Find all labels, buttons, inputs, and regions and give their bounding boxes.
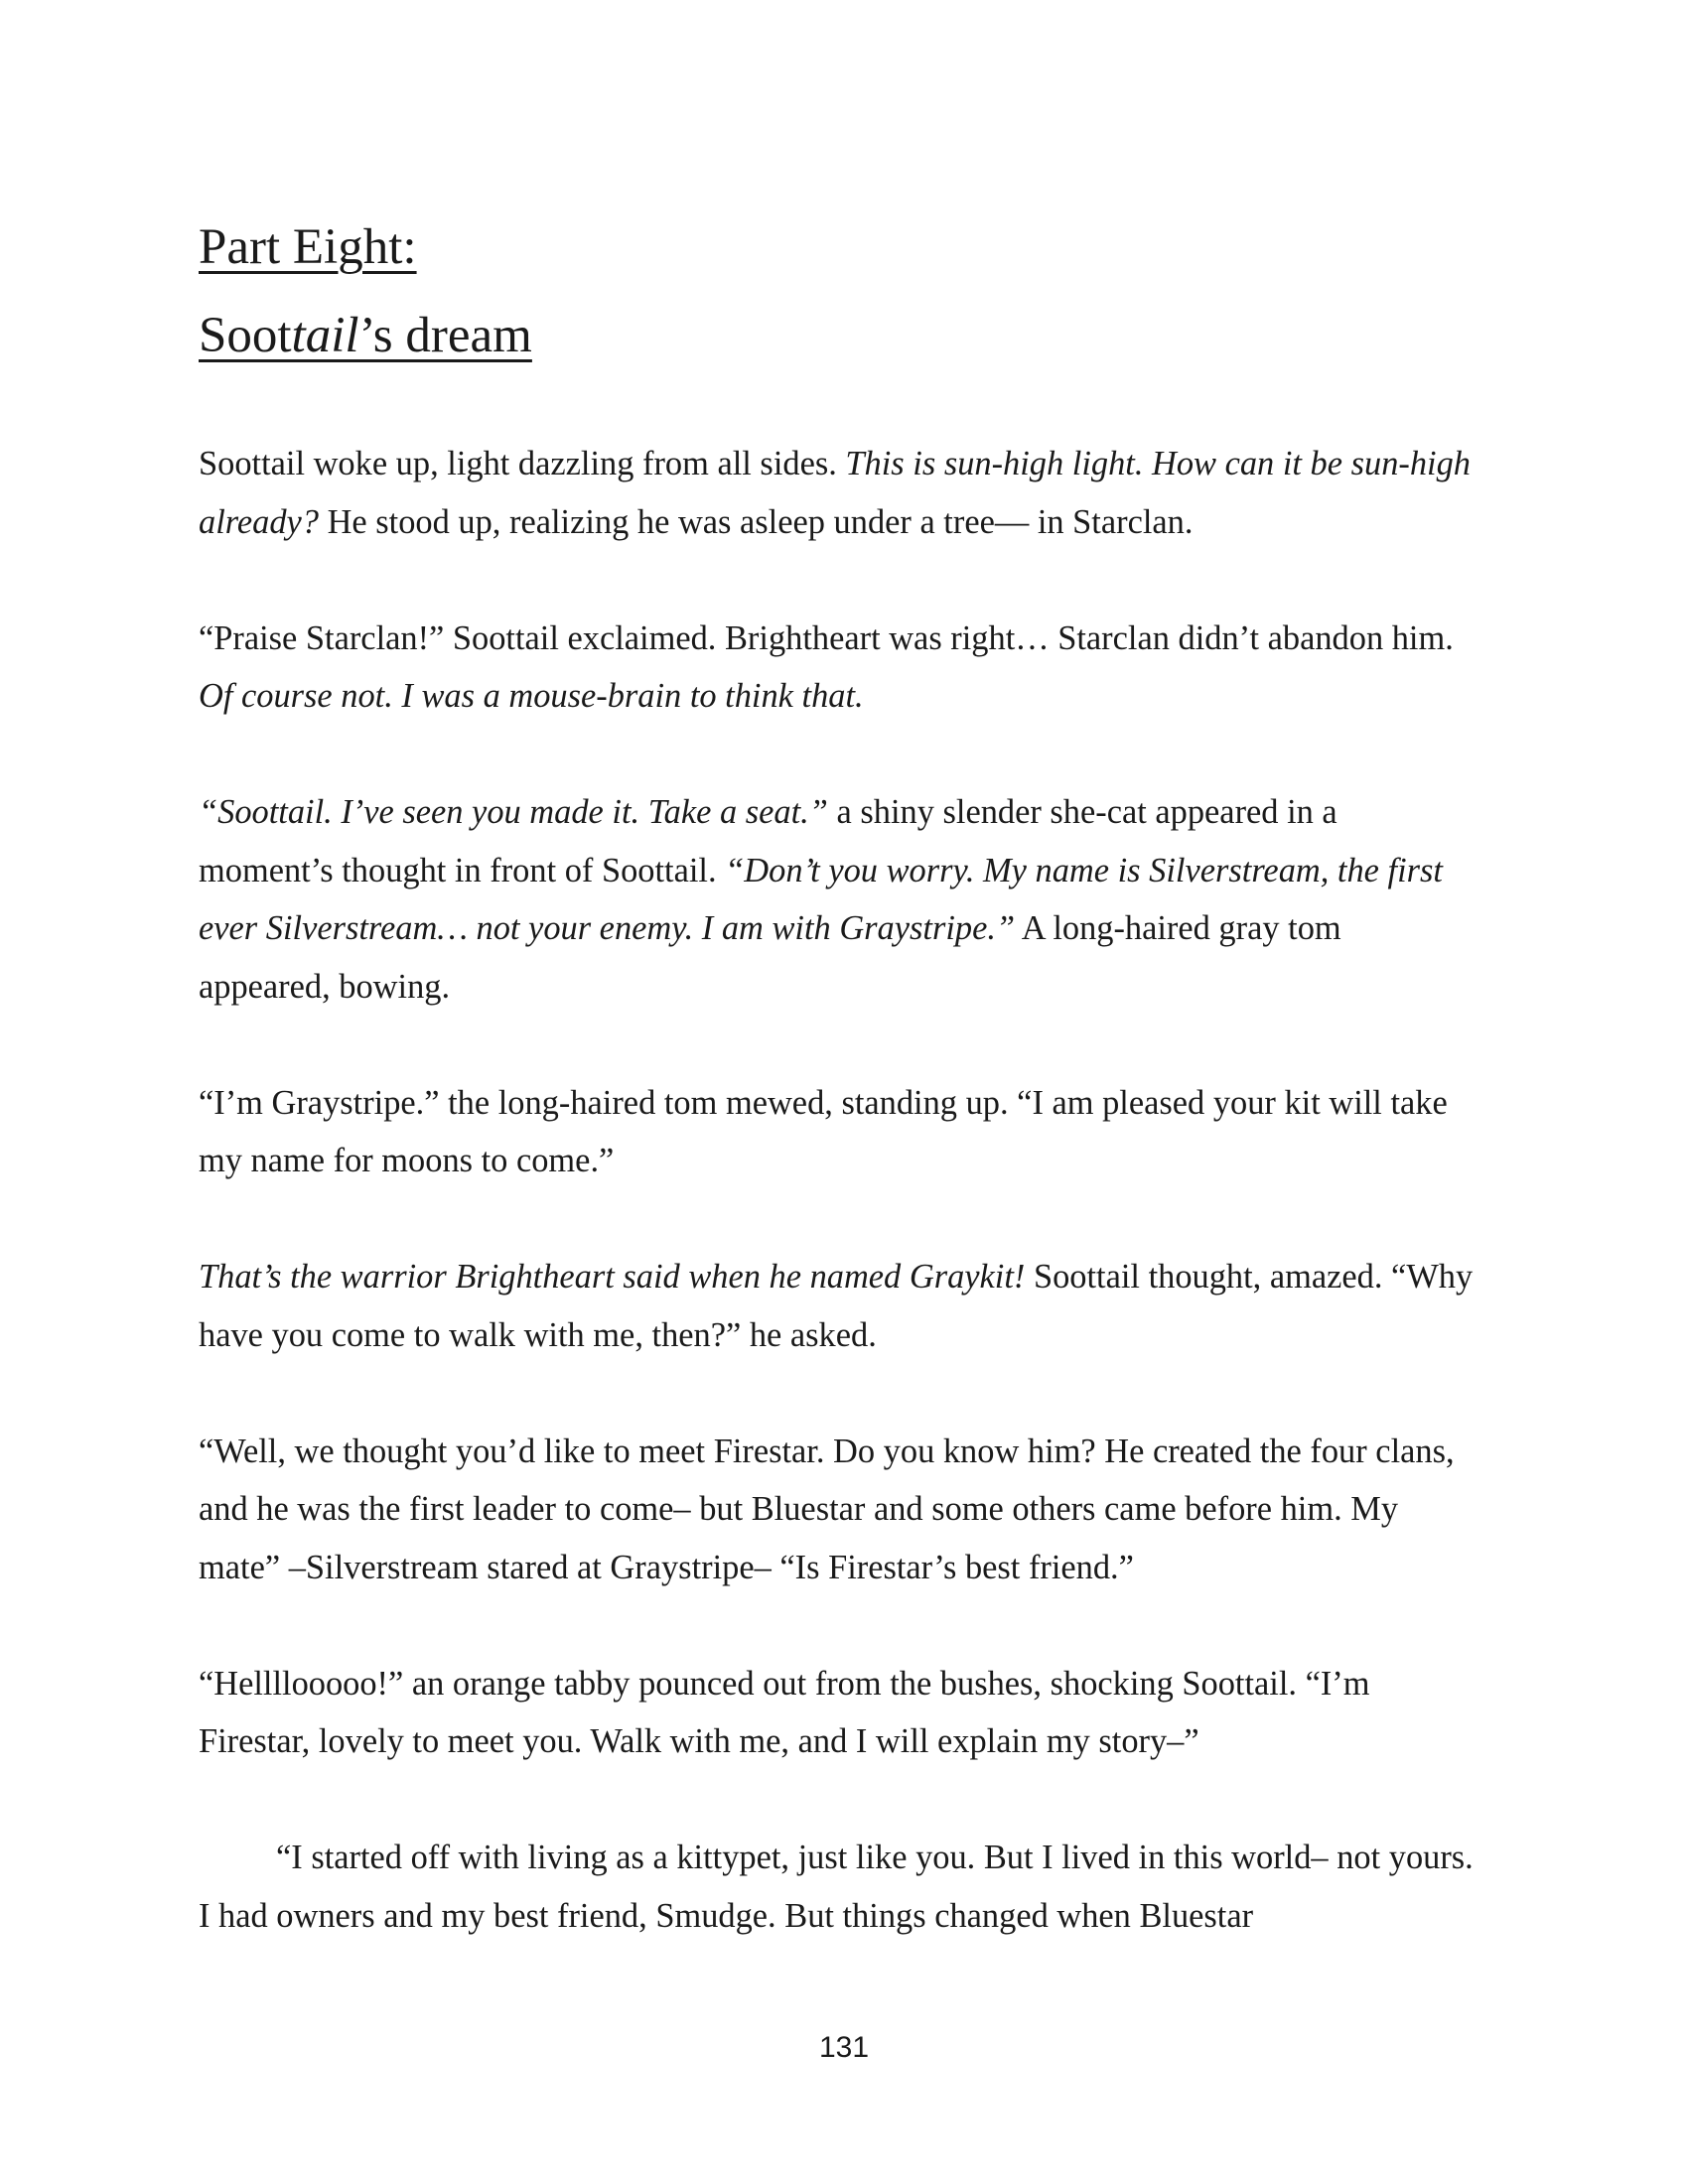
heading-title-italic-segment: tail [291,308,359,363]
story-body [199,435,1479,2003]
paragraph [199,783,1479,1016]
text-run: a shiny slender she-cat appeared in a moment’s thought in front of Soottail. [199,793,1337,889]
text-run: A long-haired gray tom appeared, bowing. [199,909,1341,1006]
italic-text-run: This is sun-high light. How can it be sun-high already? [199,445,1471,541]
italic-text-run: “Don’t you worry. My name is Silverstream, the first ever Silverstream… not your enemy. I am with Graystripe.” [199,851,1443,947]
text-run: “I’m Graystripe.” the long-haired tom mewed, standing up. “I am pleased your kit will take my name for moons to come.” [199,1083,1448,1179]
heading-part-title: Part Eight: [199,219,417,275]
paragraph-indented [199,1829,1479,1945]
paragraph [199,1248,1479,1364]
text-run: “I started off with living as a kittypet, just like you. But I lived in this world– not yours. I had owners and my best friend, Smudge. But things changed when Bluestar [199,1839,1474,1935]
paragraph [199,1074,1479,1190]
italic-text-run: That’s the warrior Brightheart said when he named Graykit! [199,1258,1026,1296]
text-run: Soottail thought, amazed. “Why have you come to walk with me, then?” he asked. [199,1258,1474,1354]
heading-chapter-title [199,292,1489,380]
italic-text-run: Of course not. I was a mouse-brain to think that. [199,677,864,715]
heading-title-segment: ’s dream [358,308,532,363]
text-run: “Hellllooooo!” an orange tabby pounced out from the bushes, shocking Soottail. “I’m Firestar, lovely to meet you. Walk with me, and I will explain my story–” [199,1664,1370,1760]
chapter-heading [199,204,1489,380]
paragraph [199,1423,1479,1597]
heading-title-segment: Soot [199,308,292,363]
text-run: Soottail woke up, light dazzling from all sides. [199,445,846,482]
text-run: He stood up, realizing he was asleep under a tree— in Starclan. [318,502,1194,541]
paragraph [199,610,1479,726]
paragraph [199,435,1479,551]
text-run: “Praise Starclan!” Soottail exclaimed. Brightheart was right… Starclan didn’t abandon him. [199,618,1454,657]
italic-text-run: “Soottail. I’ve seen you made it. Take a seat.” [199,793,828,831]
page-number: 131 [818,2031,870,2064]
paragraph [199,1655,1479,1771]
text-run: “Well, we thought you’d like to meet Firestar. Do you know him? He created the four clans, and he was the first leader to come– but Bluestar and some others came before him. My mate” –Silverstream stared at Graystripe– “Is Firestar’s best friend.” [199,1432,1455,1586]
